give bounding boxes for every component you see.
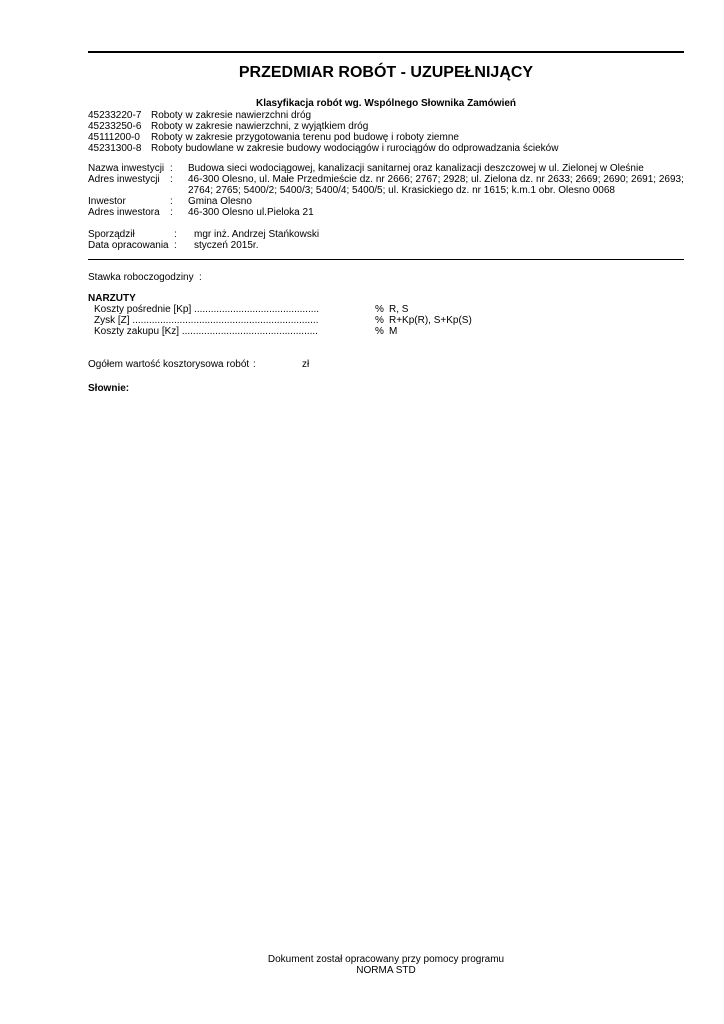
investment-address-row [88, 174, 684, 196]
narzut-row [94, 315, 494, 326]
author-label: Sporządził [88, 229, 135, 240]
cpv-code: 45111200-0 [88, 132, 140, 143]
colon: : [170, 207, 173, 218]
narzut-label: Koszty pośrednie [Kp] ............................................. [94, 304, 320, 315]
investment-info [88, 163, 684, 218]
narzut-label: Koszty zakupu [Kz] ................................................. [94, 326, 318, 337]
footer [88, 954, 684, 976]
date-row [88, 240, 684, 251]
page-title: PRZEDMIAR ROBÓT - UZUPEŁNIJĄCY [238, 64, 534, 81]
narzuty-heading: NARZUTY [88, 293, 136, 304]
date-label: Data opracowania [88, 240, 169, 251]
investor-address-row [88, 207, 684, 218]
rate-label: Stawka roboczogodziny [88, 272, 194, 283]
date-value: styczeń 2015r. [194, 240, 259, 251]
author-row [88, 229, 684, 240]
prepared-info [88, 229, 684, 251]
cpv-row [88, 110, 684, 121]
investment-name-row [88, 163, 684, 174]
narzut-percent: % [375, 326, 384, 337]
cpv-code: 45233220-7 [88, 110, 142, 121]
narzut-formula: R, S [389, 304, 409, 315]
top-rule [88, 51, 684, 53]
cpv-code: 45233250-6 [88, 121, 142, 132]
colon: : [170, 196, 173, 207]
cpv-description: Roboty w zakresie nawierzchni dróg [151, 110, 312, 121]
narzut-formula: R+Kp(R), S+Kp(S) [389, 315, 472, 326]
colon: : [174, 240, 177, 251]
total-label: Ogółem wartość kosztorysowa robót [88, 359, 250, 370]
investor-address-label: Adres inwestora [88, 207, 160, 218]
rate-colon: : [199, 272, 202, 283]
cpv-row [88, 121, 684, 132]
narzut-row [94, 304, 494, 315]
investor-value: Gmina Olesno [188, 196, 252, 207]
investor-address-value: 46-300 Olesno ul.Pieloka 21 [188, 207, 314, 218]
investor-row [88, 196, 684, 207]
total-colon: : [253, 359, 256, 370]
cpv-code: 45231300-8 [88, 143, 142, 154]
cpv-description: Roboty w zakresie przygotowania terenu pod budowę i roboty ziemne [151, 132, 459, 143]
narzut-row [94, 326, 494, 337]
investment-name-value: Budowa sieci wodociągowej, kanalizacji sanitarnej oraz kanalizacji deszczowej w ul. Zielonej w Oleśnie [188, 163, 644, 174]
investment-address-value: 46-300 Olesno, ul. Małe Przedmieście dz. nr 2666; 2767; 2928; ul. Zielona dz. nr 2633; 2669; 2690; 2691; 2693; 2764; 2765; 5400/2; 5400/3; 5400/4; 5400/5; ul. Krasickiego dz. nr 1615; k.m.1 obr. Olesno 0068 [188, 174, 684, 196]
section-rule [88, 259, 684, 260]
total-currency: zł [302, 359, 310, 370]
cpv-row [88, 132, 684, 143]
investment-address-label: Adres inwestycji [88, 174, 160, 185]
cpv-list [88, 110, 684, 154]
colon: : [170, 174, 173, 185]
footer-program-name: NORMA STD [356, 965, 416, 976]
words-label: Słownie: [88, 383, 130, 394]
narzut-percent: % [375, 315, 384, 326]
narzut-percent: % [375, 304, 384, 315]
investor-label: Inwestor [88, 196, 126, 207]
cpv-description: Roboty w zakresie nawierzchni, z wyjątkiem dróg [151, 121, 369, 132]
colon: : [170, 163, 173, 174]
footer-line: Dokument został opracowany przy pomocy programu [267, 954, 505, 965]
cpv-row [88, 143, 684, 154]
cpv-heading: Klasyfikacja robót wg. Wspólnego Słownika Zamówień [255, 98, 517, 109]
author-value: mgr inż. Andrzej Stańkowski [194, 229, 320, 240]
narzut-label: Zysk [Z] ................................................................... [94, 315, 319, 326]
investment-name-label: Nazwa inwestycji [88, 163, 165, 174]
colon: : [174, 229, 177, 240]
cpv-description: Roboty budowlane w zakresie budowy wodociągów i rurociągów do odprowadzania ścieków [151, 143, 559, 154]
narzut-formula: M [389, 326, 398, 337]
